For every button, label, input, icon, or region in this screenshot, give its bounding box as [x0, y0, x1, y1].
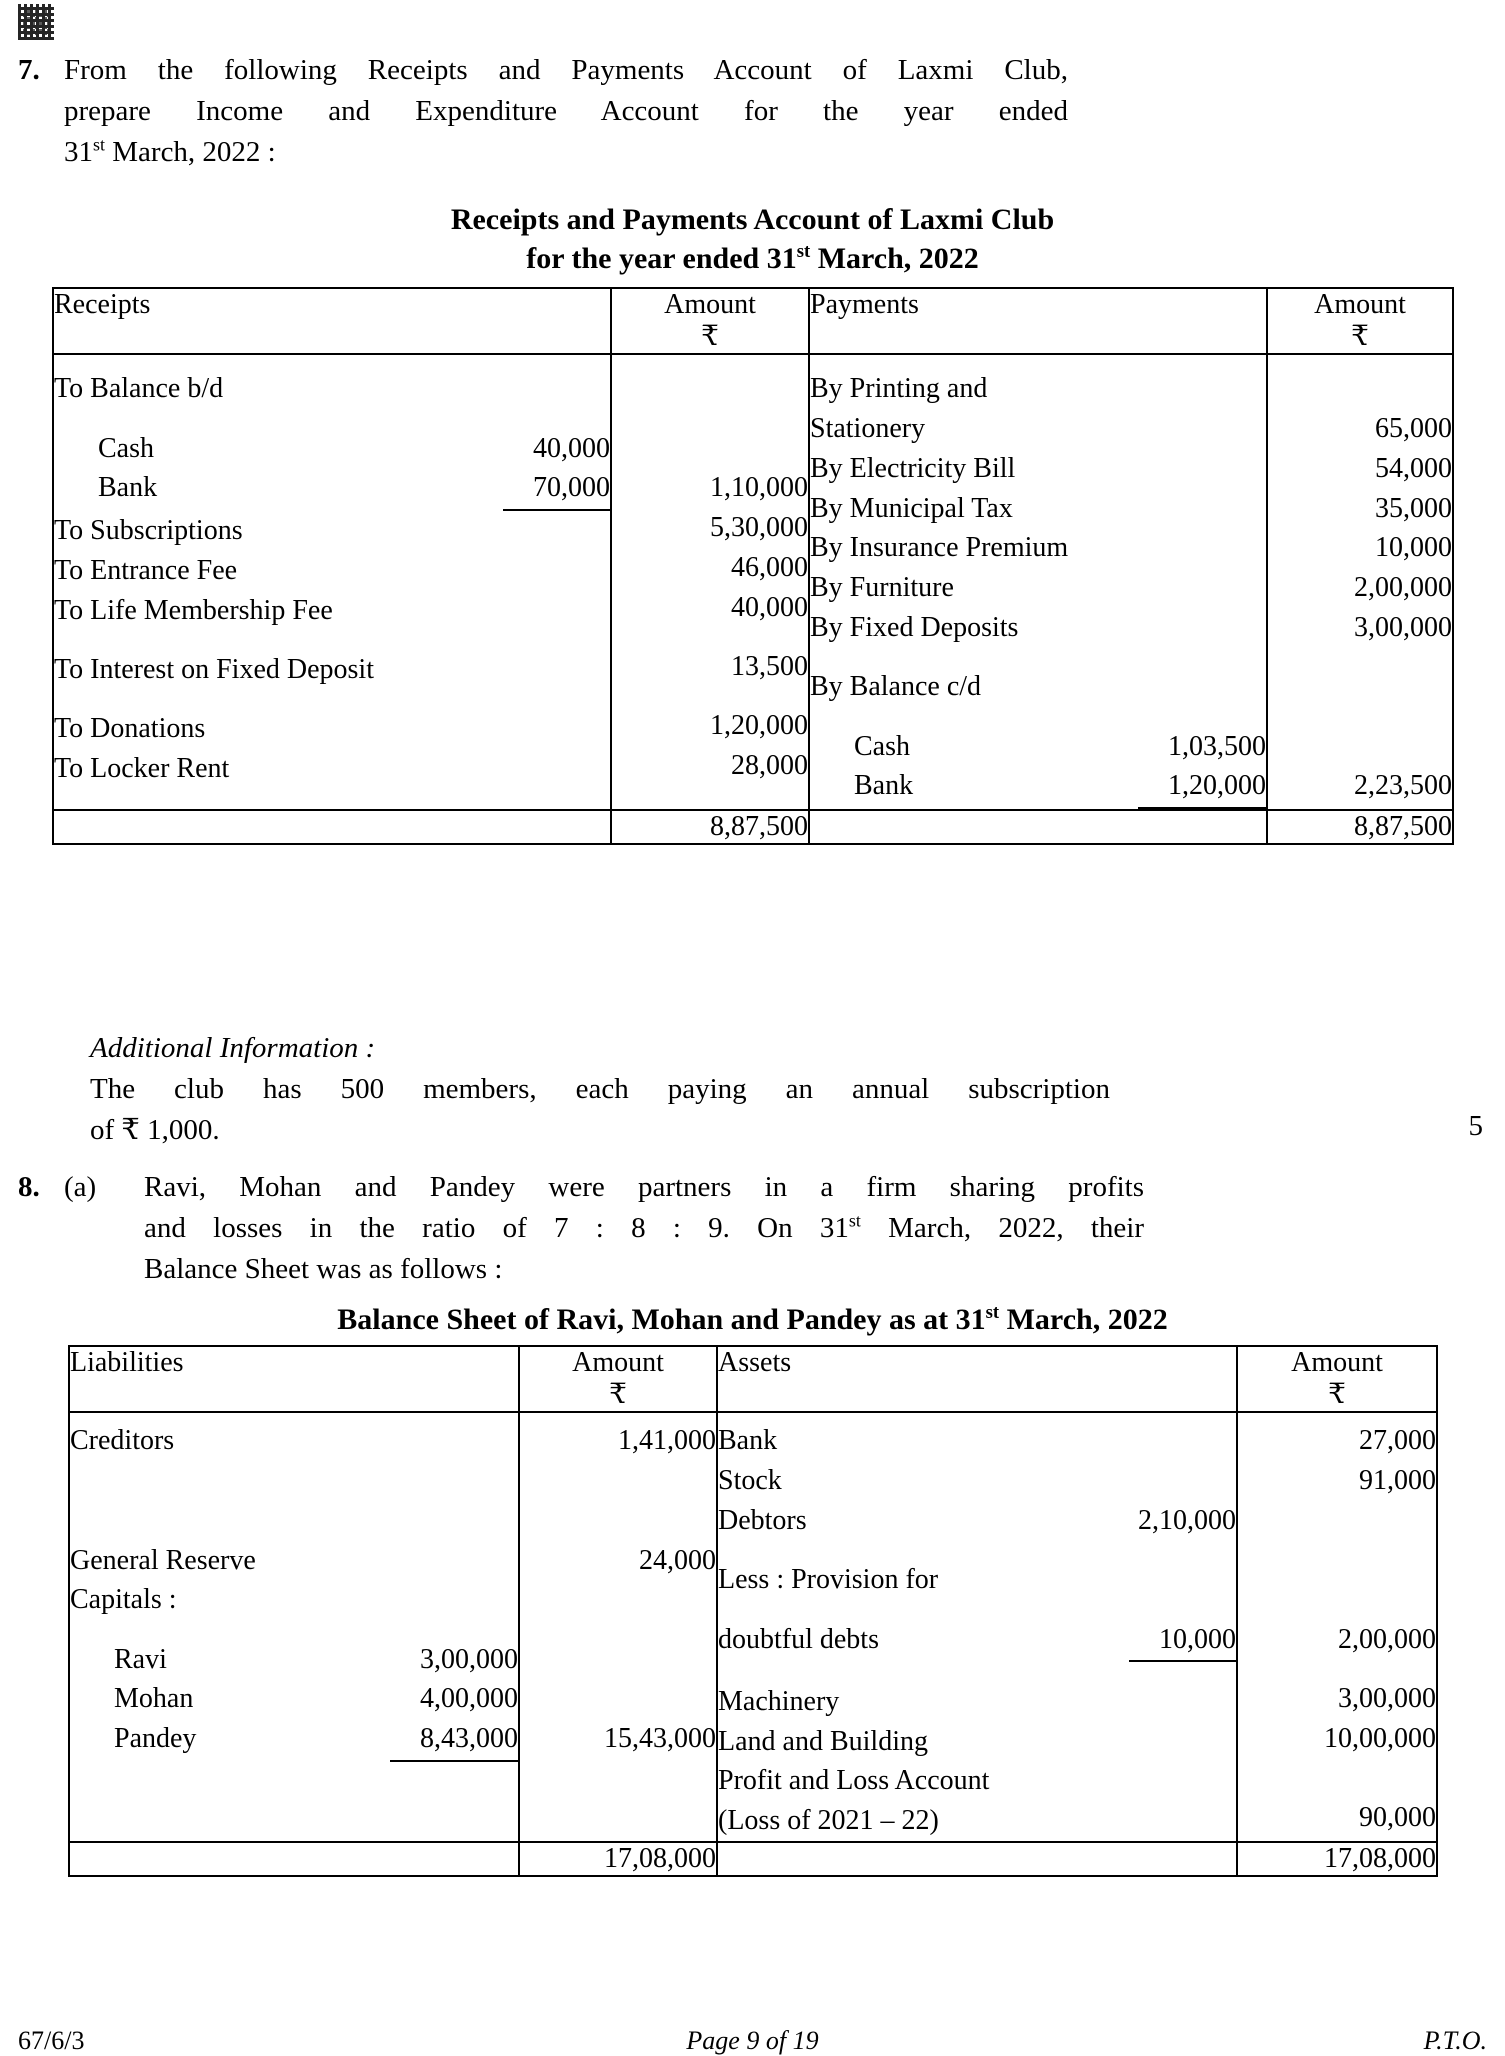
row-spacer [612, 409, 808, 429]
row-spacer [718, 1541, 1236, 1561]
ledger-row-amount [612, 369, 808, 409]
header-assets-amount [1237, 1346, 1437, 1412]
table-total-row [53, 810, 1453, 844]
ledger-row-amount: 65,000 [1375, 413, 1452, 445]
row-spacer [612, 687, 808, 707]
receipts-payments-title [0, 200, 1505, 278]
question-7 [18, 50, 1108, 174]
ledger-row-label: To Balance b/d [54, 373, 224, 405]
ledger-row-label: Pandey [114, 1723, 197, 1755]
ledger-row-amount [1268, 667, 1452, 707]
receipts-payments-title-line-2: for the year ended 31st March, 2022 [526, 241, 979, 275]
table-body-row [69, 1412, 1437, 1842]
ledger-row-amount: 10,000 [1375, 532, 1452, 564]
ledger-row-subamount [1206, 1560, 1236, 1600]
ledger-row [70, 1640, 518, 1680]
ledger-row [54, 369, 610, 409]
row-spacer [810, 707, 1266, 727]
ledger-row-subamount [1236, 608, 1266, 648]
header-rupee-symbol: ₹ [1351, 321, 1369, 353]
ledger-row-subamount [580, 591, 610, 631]
ledger-row-label: Ravi [114, 1643, 167, 1675]
total-assets: 17,08,000 [1237, 1842, 1437, 1876]
ledger-row-amount: 1,10,000 [710, 472, 808, 504]
row-spacer [1238, 1600, 1436, 1620]
receipts-amounts-list [612, 369, 808, 786]
ledger-row [54, 709, 610, 749]
ledger-row-subamount [1236, 568, 1266, 608]
ledger-row-amount: 1,41,000 [618, 1425, 716, 1457]
ledger-row-label: Profit and Loss Account [718, 1765, 990, 1797]
ledger-row-label: Stock [718, 1465, 782, 1497]
ledger-row-label: Cash [854, 730, 910, 762]
ledger-row-label: Stationery [810, 413, 926, 445]
liabilities-particulars-cell [69, 1412, 519, 1842]
ledger-row [70, 1541, 518, 1581]
liabilities-amounts-list [520, 1421, 716, 1759]
row-spacer [810, 648, 1266, 668]
row-spacer [54, 630, 610, 650]
ledger-row [810, 449, 1266, 489]
ledger-row-subamount [1236, 409, 1266, 449]
row-spacer [1268, 648, 1452, 668]
ledger-row [810, 727, 1266, 767]
total-payments: 8,87,500 [1267, 810, 1453, 844]
ledger-row [718, 1722, 1236, 1762]
ledger-row-label: By Balance c/d [810, 671, 982, 703]
row-spacer [54, 690, 610, 710]
ledger-row-label: Bank [718, 1425, 778, 1457]
ledger-row-subamount [580, 749, 610, 789]
question-8-line-2: and losses in the ratio of 7 : 8 : 9. On 31st March, 2022, their [144, 1210, 1144, 1245]
table-header-row [69, 1346, 1437, 1412]
ledger-row [70, 1421, 518, 1461]
ledger-row [810, 409, 1266, 449]
ledger-row-amount: 3,00,000 [1354, 611, 1452, 643]
question-8-part-label: (a) [64, 1171, 97, 1203]
ledger-row-amount: 28,000 [731, 750, 808, 782]
header-amount-label: Amount [572, 1347, 664, 1378]
header-receipts: Receipts [53, 288, 611, 354]
balance-sheet-table [68, 1345, 1438, 1877]
question-7-number: 7. [18, 54, 40, 86]
question-8-number: 8. [18, 1171, 40, 1203]
ledger-row-subamount [488, 1421, 518, 1461]
ledger-row [54, 429, 610, 469]
ledger-row-label: To Entrance Fee [54, 554, 238, 586]
ledger-row-label: Debtors [718, 1504, 807, 1536]
row-spacer [612, 627, 808, 647]
question-7-line-3: 31st March, 2022 : [64, 134, 276, 169]
ledger-row-label: doubtful debts [718, 1623, 879, 1655]
ledger-row [810, 369, 1266, 409]
ledger-row-amount: 2,00,000 [1338, 1623, 1436, 1655]
ledger-row-subamount [1236, 489, 1266, 529]
ledger-row-subamount: 10,000 [1129, 1620, 1236, 1663]
assets-amount-cell [1237, 1412, 1437, 1842]
question-8-line-3: Balance Sheet was as follows : [144, 1253, 503, 1286]
liabilities-amount-cell [519, 1412, 717, 1842]
liabilities-list [70, 1421, 518, 1762]
ledger-row [810, 766, 1266, 809]
ledger-row-label: By Insurance Premium [810, 532, 1069, 564]
ledger-row-subamount [1236, 449, 1266, 489]
total-empty-cell-left [69, 1842, 519, 1876]
ledger-row-amount [520, 1501, 716, 1541]
ledger-row-subamount: 1,03,500 [1168, 730, 1266, 762]
ledger-row-subamount [580, 511, 610, 551]
ledger-row-subamount: 1,20,000 [1138, 766, 1266, 809]
ledger-row-subamount: 2,10,000 [1138, 1504, 1236, 1536]
header-amount-label: Amount [664, 289, 756, 320]
ledger-row-amount: 24,000 [639, 1544, 716, 1576]
ledger-row-subamount [1236, 667, 1266, 707]
ledger-row-subamount [488, 1541, 518, 1581]
assets-list [718, 1421, 1236, 1841]
row-spacer [718, 1600, 1236, 1620]
ledger-row-amount [520, 1461, 716, 1501]
ledger-row [718, 1560, 1236, 1600]
ledger-row-label: Less : Provision for [718, 1564, 939, 1596]
balance-sheet-title [0, 1300, 1505, 1339]
header-liabilities: Liabilities [69, 1346, 519, 1412]
ledger-row-subamount [1206, 1801, 1236, 1841]
ledger-row-subamount [580, 709, 610, 749]
ledger-row-label: By Furniture [810, 572, 954, 604]
additional-information [90, 1028, 1110, 1152]
ledger-row-amount: 13,500 [731, 651, 808, 683]
header-rupee-symbol: ₹ [609, 1379, 627, 1411]
ledger-row-amount: 46,000 [731, 551, 808, 583]
ledger-row-label: Land and Building [718, 1725, 928, 1757]
ledger-row-subamount [488, 1580, 518, 1620]
additional-information-heading: Additional Information : [90, 1032, 376, 1064]
ledger-row-amount [1238, 1758, 1436, 1798]
ledger-row [718, 1801, 1236, 1841]
header-liabilities-amount [519, 1346, 717, 1412]
receipts-payments-title-line-1: Receipts and Payments Account of Laxmi Club [450, 203, 1055, 236]
ledger-row [70, 1679, 518, 1719]
footer-page-number: Page 9 of 19 [686, 2026, 819, 2055]
receipts-list [54, 369, 610, 789]
ledger-row [718, 1461, 1236, 1501]
ledger-row-label: By Electricity Bill [810, 452, 1016, 484]
row-spacer [1238, 1541, 1436, 1561]
ledger-row-label: Bank [98, 472, 158, 504]
ledger-row-subamount: 40,000 [533, 432, 610, 464]
ledger-row-subamount [1236, 528, 1266, 568]
ledger-row-subamount [1206, 1421, 1236, 1461]
ledger-row-amount: 90,000 [1359, 1802, 1436, 1834]
ledger-row-label: By Printing and [810, 373, 988, 405]
table-header-row [53, 288, 1453, 354]
row-spacer [718, 1662, 1236, 1682]
ledger-row-label: To Life Membership Fee [54, 594, 333, 626]
ledger-row [810, 528, 1266, 568]
ledger-row-amount: 54,000 [1375, 452, 1452, 484]
ledger-row-amount: 1,20,000 [710, 710, 808, 742]
row-spacer [70, 1620, 518, 1640]
header-rupee-symbol: ₹ [701, 321, 719, 353]
ledger-row [718, 1620, 1236, 1663]
ledger-row [70, 1461, 518, 1501]
question-8-text [144, 1167, 1144, 1291]
question-8-line-1: Ravi, Mohan and Pandey were partners in a firm sharing profits [144, 1171, 1144, 1203]
question-8 [18, 1167, 1418, 1291]
total-empty-cell-right [717, 1842, 1237, 1876]
additional-information-line-2: of ₹ 1,000. [90, 1114, 220, 1147]
header-assets: Assets [717, 1346, 1237, 1412]
ledger-row-amount [1238, 1501, 1436, 1541]
ledger-row [54, 551, 610, 591]
footer-paper-code: 67/6/3 [18, 2026, 85, 2055]
ledger-row [810, 608, 1266, 648]
ledger-row [54, 650, 610, 690]
receipts-amount-cell [611, 354, 809, 810]
ledger-row-subamount [488, 1461, 518, 1501]
ledger-row [70, 1501, 518, 1541]
payments-amounts-list [1268, 369, 1452, 806]
ledger-row-label: Capitals : [70, 1584, 177, 1616]
table-total-row [69, 1842, 1437, 1876]
question-7-line-1: From the following Receipts and Payments Account of Laxmi Club, [64, 54, 1068, 86]
payments-list [810, 369, 1266, 809]
row-spacer [1268, 707, 1452, 727]
ledger-row-subamount [1206, 1682, 1236, 1722]
ledger-row-label: General Reserve [70, 1544, 256, 1576]
ledger-row [810, 568, 1266, 608]
payments-amount-cell [1267, 354, 1453, 810]
ledger-row-amount: 35,000 [1375, 492, 1452, 524]
ledger-row [810, 667, 1266, 707]
ledger-row-label: Creditors [70, 1425, 175, 1457]
ledger-row-amount: 27,000 [1359, 1425, 1436, 1457]
ledger-row [718, 1501, 1236, 1541]
ledger-row [54, 468, 610, 511]
total-receipts: 8,87,500 [611, 810, 809, 844]
header-payments-amount [1267, 288, 1453, 354]
total-empty-cell-left [53, 810, 611, 844]
ledger-row-subamount [1236, 369, 1266, 409]
ledger-row-amount: 91,000 [1359, 1465, 1436, 1497]
ledger-row-amount: 2,23,500 [1354, 770, 1452, 802]
additional-information-line-1: The club has 500 members, each paying an annual subscription [90, 1073, 1110, 1106]
ledger-row-amount: 40,000 [731, 591, 808, 623]
ledger-row-label [70, 1501, 77, 1541]
assets-particulars-cell [717, 1412, 1237, 1842]
ledger-row-amount [1238, 1560, 1436, 1600]
ledger-row-subamount [580, 369, 610, 409]
header-receipts-amount [611, 288, 809, 354]
ledger-row [718, 1682, 1236, 1722]
total-empty-cell-right [809, 810, 1267, 844]
row-spacer [520, 1620, 716, 1640]
receipts-particulars-cell [53, 354, 611, 810]
qr-code-icon [18, 4, 54, 40]
ledger-row-subamount [1206, 1461, 1236, 1501]
ledger-row-subamount: 70,000 [503, 468, 610, 511]
ledger-row [810, 489, 1266, 529]
ledger-row-label [70, 1461, 77, 1501]
ledger-row-amount [520, 1580, 716, 1620]
ledger-row-amount: 10,00,000 [1324, 1722, 1436, 1754]
ledger-row [718, 1421, 1236, 1461]
ledger-row-label: To Subscriptions [54, 515, 243, 547]
row-spacer [54, 409, 610, 429]
ledger-row-subamount: 3,00,000 [420, 1643, 518, 1675]
assets-amounts-list [1238, 1421, 1436, 1838]
ledger-row-subamount [580, 551, 610, 591]
header-amount-label: Amount [1314, 289, 1406, 320]
ledger-row-label: (Loss of 2021 – 22) [718, 1805, 939, 1837]
balance-sheet-title-text: Balance Sheet of Ravi, Mohan and Pandey as at 31st March, 2022 [337, 1302, 1168, 1336]
ledger-row [54, 749, 610, 789]
ledger-row-label: To Donations [54, 713, 206, 745]
ledger-row-subamount: 4,00,000 [420, 1683, 518, 1715]
ledger-row-label: By Municipal Tax [810, 492, 1013, 524]
header-rupee-symbol: ₹ [1328, 1379, 1346, 1411]
header-amount-label: Amount [1291, 1347, 1383, 1378]
ledger-row-label: Machinery [718, 1685, 840, 1717]
ledger-row-amount: 15,43,000 [604, 1723, 716, 1755]
table-body-row [53, 354, 1453, 810]
ledger-row-subamount [488, 1501, 518, 1541]
ledger-row-subamount [1206, 1761, 1236, 1801]
question-7-text [64, 50, 1068, 174]
ledger-row-amount [520, 1679, 716, 1719]
question-7-marks: 5 [1468, 1110, 1483, 1142]
ledger-row-amount [1268, 727, 1452, 767]
row-spacer [1238, 1659, 1436, 1679]
ledger-row [54, 511, 610, 551]
ledger-row-label: Mohan [114, 1683, 194, 1715]
total-liabilities: 17,08,000 [519, 1842, 717, 1876]
ledger-row-label: To Interest on Fixed Deposit [54, 654, 374, 686]
ledger-row-label: By Fixed Deposits [810, 611, 1019, 643]
ledger-row-amount [1268, 369, 1452, 409]
ledger-row [718, 1761, 1236, 1801]
ledger-row [54, 591, 610, 631]
footer-pto: P.T.O. [1423, 2026, 1487, 2055]
payments-particulars-cell [809, 354, 1267, 810]
ledger-row-label: Cash [98, 432, 154, 464]
ledger-row [70, 1719, 518, 1762]
ledger-row-subamount [580, 650, 610, 690]
ledger-row-subamount [1206, 1722, 1236, 1762]
ledger-row-label: To Locker Rent [54, 753, 230, 785]
ledger-row-amount: 2,00,000 [1354, 572, 1452, 604]
ledger-row-amount [520, 1640, 716, 1680]
receipts-payments-table [52, 287, 1454, 845]
ledger-row-amount: 3,00,000 [1338, 1682, 1436, 1714]
ledger-row [70, 1580, 518, 1620]
header-payments: Payments [809, 288, 1267, 354]
question-7-line-2: prepare Income and Expenditure Account for the year ended [64, 95, 1068, 128]
ledger-row-amount: 5,30,000 [710, 512, 808, 544]
ledger-row-label: Bank [854, 770, 914, 802]
ledger-row-subamount: 8,43,000 [390, 1719, 518, 1762]
ledger-row-amount [612, 429, 808, 469]
